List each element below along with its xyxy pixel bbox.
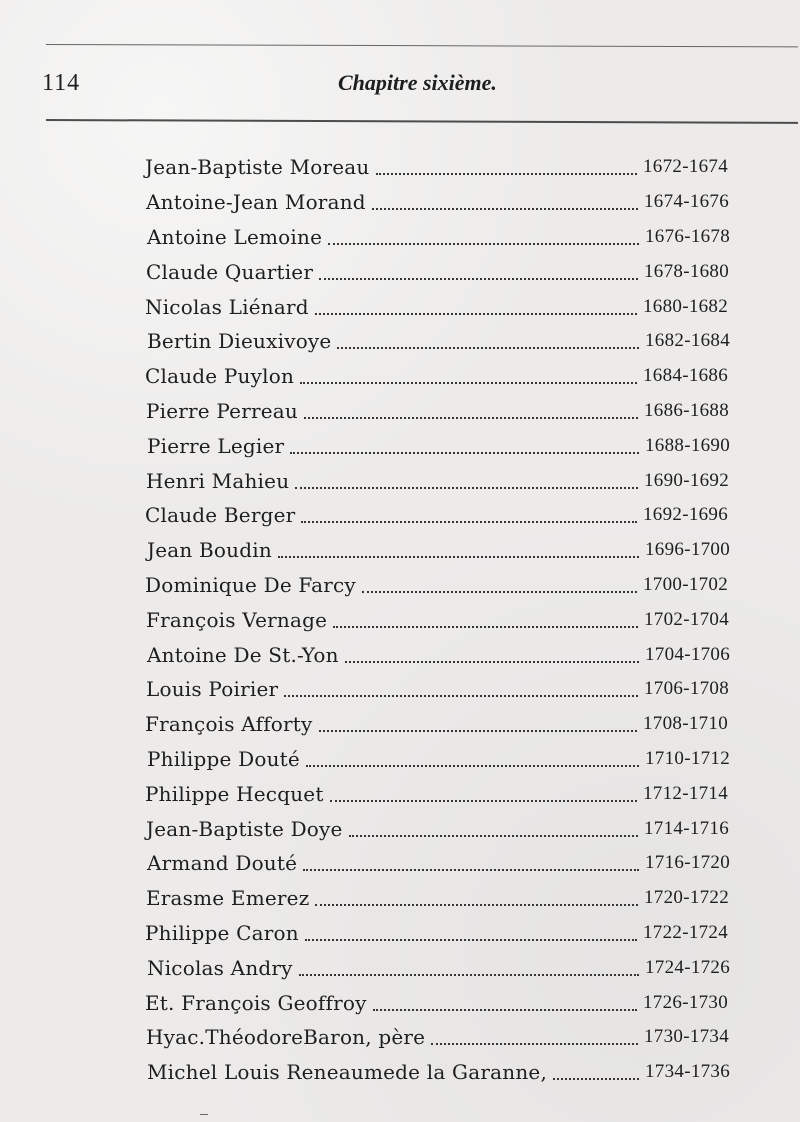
dot-leader [319, 730, 637, 732]
list-item [146, 602, 756, 637]
person-name: Nicolas Liénard [145, 294, 309, 319]
person-name: Claude Puylon [145, 364, 295, 389]
year-range: 1690-1692 [644, 469, 730, 491]
person-name: Nicolas Andry [147, 955, 293, 980]
year-range: 1714-1716 [644, 817, 730, 839]
year-range: 1708-1710 [643, 713, 729, 735]
list-item [146, 394, 756, 429]
person-name: Armand Douté [147, 851, 298, 876]
person-name: Et. François Geoffroy [145, 990, 367, 1015]
list-item [147, 533, 757, 568]
year-range: 1674-1676 [644, 191, 730, 213]
person-name: Pierre Legier [147, 433, 285, 458]
person-name: Claude Berger [145, 503, 296, 528]
dot-leader [284, 695, 638, 697]
year-range: 1692-1696 [643, 504, 729, 526]
person-name: Michel Louis Reneaumede la Garanne, [147, 1060, 547, 1085]
dot-leader [337, 347, 639, 349]
header-rule [46, 119, 798, 124]
person-name: Antoine De St.-Yon [147, 642, 339, 667]
dot-leader [330, 800, 637, 802]
page-mark [200, 1114, 208, 1115]
entry-list [146, 150, 756, 1090]
person-name: Henri Mahieu [146, 468, 290, 493]
person-name: Jean-Baptiste Moreau [145, 155, 370, 180]
year-range: 1678-1680 [644, 260, 730, 282]
year-range: 1700-1702 [643, 573, 729, 595]
top-rule [46, 44, 798, 47]
person-name: Hyac.ThéodoreBaron, père [146, 1025, 426, 1050]
dot-leader [295, 487, 638, 489]
dot-leader [328, 243, 639, 245]
list-item [145, 707, 755, 742]
list-item [146, 672, 756, 707]
year-range: 1696-1700 [645, 539, 731, 561]
list-item [145, 776, 755, 811]
dot-leader [290, 452, 639, 454]
list-item [145, 985, 755, 1020]
dot-leader [431, 1043, 638, 1045]
list-item [146, 1020, 756, 1055]
year-range: 1730-1734 [644, 1026, 730, 1048]
dot-leader [553, 1078, 639, 1080]
list-item [147, 1055, 757, 1090]
person-name: Antoine Lemoine [147, 224, 323, 249]
page-header [40, 66, 780, 100]
list-item [146, 463, 756, 498]
person-name: Philippe Hecquet [145, 781, 324, 806]
list-item [145, 150, 755, 185]
dot-leader [278, 556, 639, 558]
list-item [145, 289, 755, 324]
person-name: Bertin Dieuxivoye [147, 329, 332, 354]
dot-leader [372, 208, 638, 210]
dot-leader [373, 1009, 637, 1011]
year-range: 1684-1686 [643, 365, 729, 387]
list-item [145, 359, 755, 394]
list-item [147, 846, 757, 881]
dot-leader [300, 382, 637, 384]
year-range: 1712-1714 [643, 782, 729, 804]
list-item [146, 185, 756, 220]
dot-leader [301, 521, 637, 523]
year-range: 1680-1682 [643, 295, 729, 317]
person-name: Louis Poirier [146, 677, 279, 702]
year-range: 1686-1688 [644, 399, 730, 421]
list-item [147, 950, 757, 985]
page-number: 114 [42, 70, 81, 96]
year-range: 1726-1730 [643, 991, 729, 1013]
dot-leader [349, 835, 638, 837]
list-item [146, 811, 756, 846]
person-name: Philippe Caron [145, 920, 299, 945]
list-item [147, 324, 757, 359]
dot-leader [315, 904, 638, 906]
year-range: 1672-1674 [643, 156, 729, 178]
year-range: 1716-1720 [645, 852, 731, 874]
chapter-title: Chapitre sixième. [338, 70, 497, 95]
list-item [146, 254, 756, 289]
person-name: François Vernage [146, 607, 328, 632]
dot-leader [376, 173, 638, 175]
person-name: François Afforty [145, 712, 313, 737]
year-range: 1688-1690 [645, 434, 731, 456]
list-item [147, 637, 757, 672]
year-range: 1722-1724 [643, 921, 729, 943]
dot-leader [305, 939, 637, 941]
person-name: Pierre Perreau [146, 398, 298, 423]
dot-leader [315, 313, 637, 315]
year-range: 1704-1706 [645, 643, 731, 665]
dot-leader [299, 974, 639, 976]
list-item [147, 220, 757, 255]
dot-leader [306, 765, 639, 767]
year-range: 1682-1684 [645, 330, 731, 352]
list-item [145, 916, 755, 951]
person-name: Dominique De Farcy [145, 572, 356, 597]
list-item [147, 742, 757, 777]
person-name: Philippe Douté [147, 746, 300, 771]
dot-leader [345, 661, 639, 663]
dot-leader [333, 626, 638, 628]
dot-leader [304, 417, 638, 419]
dot-leader [362, 591, 637, 593]
year-range: 1710-1712 [645, 747, 731, 769]
person-name: Erasme Emerez [146, 886, 310, 911]
year-range: 1676-1678 [645, 225, 731, 247]
person-name: Jean Boudin [147, 538, 272, 563]
list-item [146, 881, 756, 916]
person-name: Claude Quartier [146, 259, 314, 284]
dot-leader [303, 869, 639, 871]
year-range: 1734-1736 [645, 1061, 731, 1083]
year-range: 1702-1704 [644, 608, 730, 630]
person-name: Jean-Baptiste Doye [146, 816, 343, 841]
dot-leader [319, 278, 638, 280]
list-item [147, 428, 757, 463]
year-range: 1706-1708 [644, 678, 730, 700]
person-name: Antoine-Jean Morand [146, 190, 366, 215]
list-item [145, 568, 755, 603]
year-range: 1724-1726 [645, 956, 731, 978]
year-range: 1720-1722 [644, 887, 730, 909]
list-item [145, 498, 755, 533]
